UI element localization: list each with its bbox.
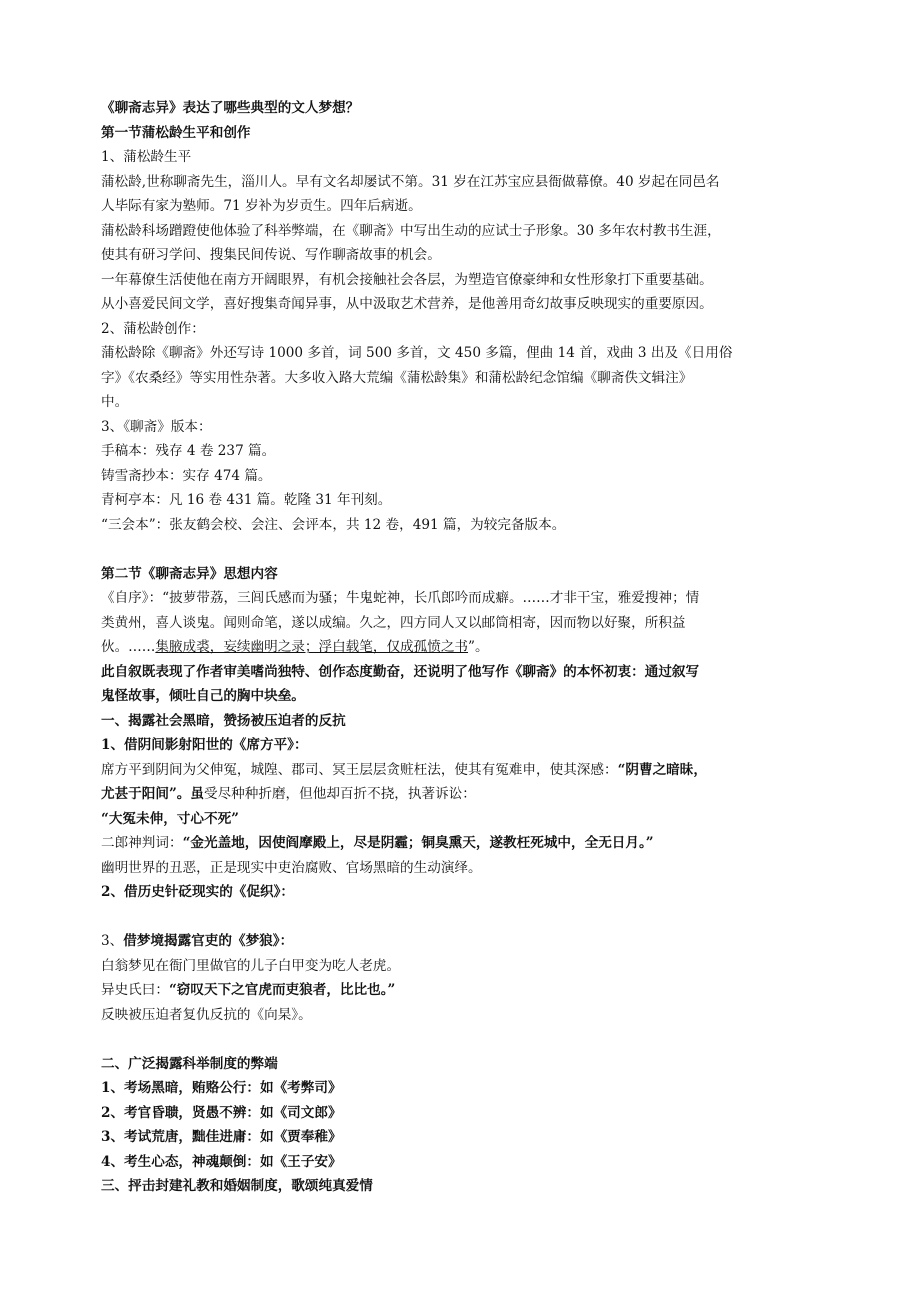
- paragraph-line: 人毕际有家为塾师。71 岁补为岁贡生。四年后病逝。: [101, 198, 422, 214]
- paragraph-line: 反映被压迫者复仇反抗的《向杲》。: [101, 1006, 312, 1023]
- list-item: 2、考官昏聩，贤愚不辨：如《司文郎》: [101, 1104, 342, 1121]
- section-one-heading: 第一节蒲松龄生平和创作: [101, 124, 251, 141]
- blank-line: [101, 537, 821, 562]
- section-two-heading: 第二节《聊斋志异》思想内容: [101, 565, 278, 582]
- list-item: 1、考场黑暗，贿赂公行：如《考弊司》: [101, 1080, 342, 1096]
- paragraph-line: 字》《农桑经》等实用性杂著。大多收入路大荒编《蒲松龄集》和蒲松龄纪念馆编《聊斋佚文辑注》: [101, 369, 693, 386]
- bold-quote: 尤甚于阳间”。虽: [101, 786, 204, 802]
- bold-heading-run: 借梦境揭露官吏的《梦狼》：: [123, 933, 294, 949]
- paragraph-line: 白翁梦见在衙门里做官的儿子白甲变为吃人老虎。: [101, 957, 401, 974]
- text-run: 二郎神判词：: [101, 835, 183, 851]
- document-question: 《聊斋志异》表达了哪些典型的文人梦想？: [101, 100, 360, 116]
- paragraph-line: [101, 635, 821, 660]
- edition-item: 青柯亭本：凡 16 卷 431 篇。乾隆 31 年刊刻。: [101, 492, 392, 508]
- subheading-works: 2、蒲松龄创作：: [101, 320, 205, 337]
- paragraph-line: 类黄州，喜人谈鬼。闻则命笔，遂以成编。久之，四方同人又以邮筒相寄，因而物以好聚，所积益: [101, 614, 686, 631]
- emphasis-line: 鬼怪故事，倾吐自己的胸中块垒。: [101, 688, 305, 704]
- bold-quote: “阴曹之暗昧，: [617, 761, 707, 778]
- paragraph-line: [101, 782, 821, 807]
- text-run: ”。: [468, 639, 489, 655]
- paragraph-line: 蒲松龄除《聊斋》外还写诗 1000 多首，词 500 多首，文 450 多篇，俚曲 14 首，戏曲 3 出及《日用俗: [101, 345, 733, 361]
- blank-line: [101, 905, 821, 930]
- topic-subheading: 2、借历史针砭现实的《促织》：: [101, 884, 294, 900]
- edition-item: 铸雪斋抄本：实存 474 篇。: [101, 467, 272, 484]
- text-run: 3、: [101, 933, 124, 949]
- paragraph-line: 幽明世界的丑恶，正是现实中吏治腐败、官场黑暗的生动演绎。: [101, 859, 482, 876]
- paragraph-line: 《自序》：“披萝带荔，三闾氏感而为骚；牛鬼蛇神，长爪郎吟而成癖。……才非干宝，雅爱搜神；情: [101, 590, 700, 606]
- list-item: 4、考生心态，神魂颠倒：如《王子安》: [101, 1153, 342, 1170]
- topic-subheading: 1、借阴间影射阳世的《席方平》：: [101, 737, 308, 753]
- text-run: 席方平到阴间为父伸冤，城隍、郡司、冥王层层贪赃枉法，使其有冤难申，使其深感：: [101, 761, 618, 778]
- paragraph-line: 一年幕僚生活使他在南方开阔眼界，有机会接触社会各层，为塑造官僚豪绅和女性形象打下重要基础。: [101, 271, 713, 288]
- paragraph-line: 使其有研习学问、搜集民间传说、写作聊斋故事的机会。: [101, 247, 441, 263]
- paragraph-line: [101, 758, 821, 783]
- paragraph-line: [101, 831, 821, 856]
- blank-line: [101, 1027, 821, 1052]
- subheading-editions: 3、《聊斋》版本：: [101, 418, 212, 435]
- paragraph-line: 中。: [101, 394, 129, 410]
- text-run: 伙。……: [101, 639, 156, 655]
- document-body: [101, 96, 821, 1199]
- underlined-quote: 集腋成裘，妄续幽明之录；浮白载笔，仅成孤愤之书: [155, 639, 469, 655]
- subheading-life: 1、蒲松龄生平: [101, 149, 192, 165]
- topic-subheading: [101, 929, 821, 954]
- topic-heading: 一、揭露社会黑暗，赞扬被压迫者的反抗: [101, 712, 346, 729]
- emphasis-line: 此自叙既表现了作者审美嗜尚独特、创作态度勤奋，还说明了他写作《聊斋》的本怀初衷：通过叙写: [101, 663, 700, 680]
- text-run: 受尽种种折磨，但他却百折不挠，执著诉讼：: [203, 786, 476, 802]
- text-run: 异史氏曰：: [101, 982, 169, 998]
- topic-heading: 三、抨击封建礼教和婚姻制度，歌颂纯真爱情: [101, 1178, 373, 1194]
- bold-quote: “窃叹天下之官虎而吏狼者，比比也。”: [168, 982, 396, 998]
- edition-item: 手稿本：残存 4 卷 237 篇。: [101, 443, 276, 459]
- bold-quote: “金光盖地，因使阎摩殿上，尽是阴霾；铜臭熏天，遂教枉死城中，全无日月。”: [182, 835, 654, 851]
- topic-heading: 二、广泛揭露科举制度的弊端: [101, 1055, 278, 1072]
- edition-item: “三会本”：张友鹤会校、会注、会评本，共 12 卷，491 篇，为较完备版本。: [101, 516, 566, 533]
- paragraph-line: 蒲松龄,世称聊斋先生，淄川人。早有文名却屡试不第。31 岁在江苏宝应县衙做幕僚。40 岁起在同邑名: [101, 173, 720, 190]
- paragraph-line: 蒲松龄科场蹭蹬使他体验了科举弊端，在《聊斋》中写出生动的应试士子形象。30 多年农村教书生涯，: [101, 222, 721, 239]
- paragraph-line: 从小喜爱民间文学，喜好搜集奇闻异事，从中汲取艺术营养，是他善用奇幻故事反映现实的重要原因。: [101, 296, 713, 312]
- paragraph-line: [101, 978, 821, 1003]
- bold-quote-line: “大冤未伸，寸心不死”: [101, 810, 239, 827]
- list-item: 3、考试荒唐，黜佳进庸：如《贾奉稚》: [101, 1129, 342, 1145]
